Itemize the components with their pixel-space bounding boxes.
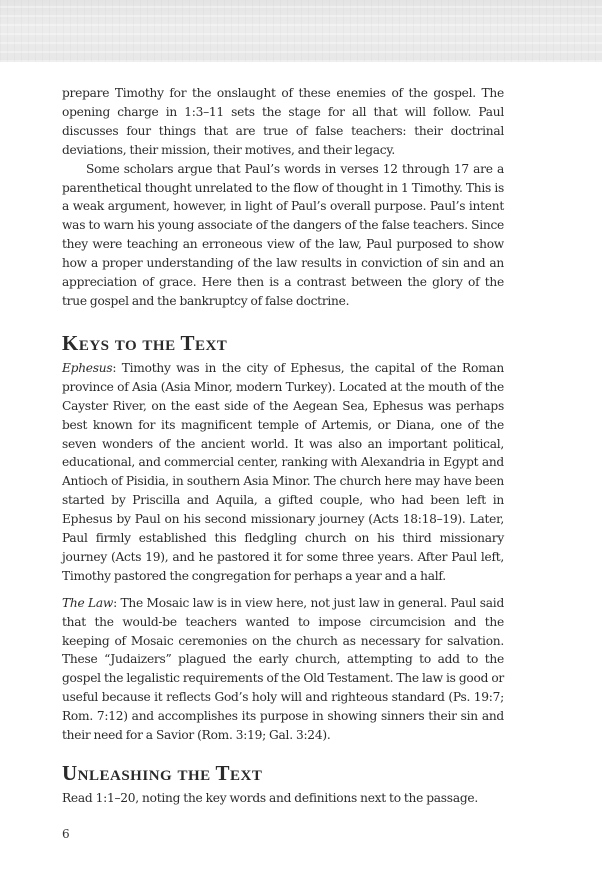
intro-paragraph-continued: prepare Timothy for the onslaught of these enemies of the gospel. The opening charge in 1:3–11 sets the stage for all that will follow. Paul discusses four things that are true of false teachers: their doctrinal deviations, their mission, their motives, and their legacy. bbox=[62, 86, 504, 157]
ephesus-term: Ephesus bbox=[62, 360, 113, 375]
unleashing-instruction: Read 1:1–20, noting the key words and definitions next to the passage. bbox=[62, 791, 478, 805]
page-body bbox=[62, 84, 504, 808]
page-number: 6 bbox=[62, 827, 70, 841]
ephesus-entry bbox=[62, 359, 504, 586]
law-entry bbox=[62, 594, 504, 745]
law-definition: : The Mosaic law is in view here, not just law in general. Paul said that the would-be teachers wanted to impose circumcision and the keeping of Mosaic ceremonies on the church as necessary for salvation. These “Judaizers” plagued the early church, attempting to add to the gospel the legalistic requirements of the Old Testament. The law is good or useful because it reflects God’s holy will and righteous standard (Ps. 19:7; Rom. 7:12) and accomplishes its purpose in showing sinners their sin and their need for a Savior (Rom. 3:19; Gal. 3:24). bbox=[62, 595, 505, 743]
intro-paragraph-scholars: Some scholars argue that Paul’s words in verses 12 through 17 are a parenthetical thought unrelated to the flow of thought in 1 Timothy. This is a weak argument, however, in light of Paul’s overall purpose. Paul’s intent was to warn his young associate of the dangers of the false teachers. Since they were teaching an erroneous view of the law, Paul purposed to show how a proper understanding of the law results in conviction of sin and an appreciation of grace. Here then is a contrast between the glory of the true gospel and the bankruptcy of false doctrine. bbox=[62, 161, 504, 308]
keys-to-the-text-heading: Keys to the Text bbox=[62, 330, 228, 355]
decorative-header-band bbox=[0, 0, 602, 62]
ephesus-definition: : Timothy was in the city of Ephesus, the capital of the Roman province of Asia (Asia Minor, modern Turkey). Located at the mouth of the Cayster River, on the east side of the Aegean Sea, Ephesus was perhaps best known for its magnificent temple of Artemis, or Diana, one of the seven wonders of the ancient world. It was also an important political, educational, and commercial center, ranking with Alexandria in Egypt and Antioch of Pisidia, in southern Asia Minor. The church here may have been started by Priscilla and Aquila, a gifted couple, who had been left in Ephesus by Paul on his second missionary journey (Acts 18:18–19). Later, Paul firmly established this fledgling church on his third missionary journey (Acts 19), and he pastored it for some three years. After Paul left, Timothy pastored the congregation for perhaps a year and a half. bbox=[62, 360, 504, 583]
law-term: The Law bbox=[62, 595, 114, 610]
unleashing-the-text-heading: Unleashing the Text bbox=[62, 761, 263, 785]
